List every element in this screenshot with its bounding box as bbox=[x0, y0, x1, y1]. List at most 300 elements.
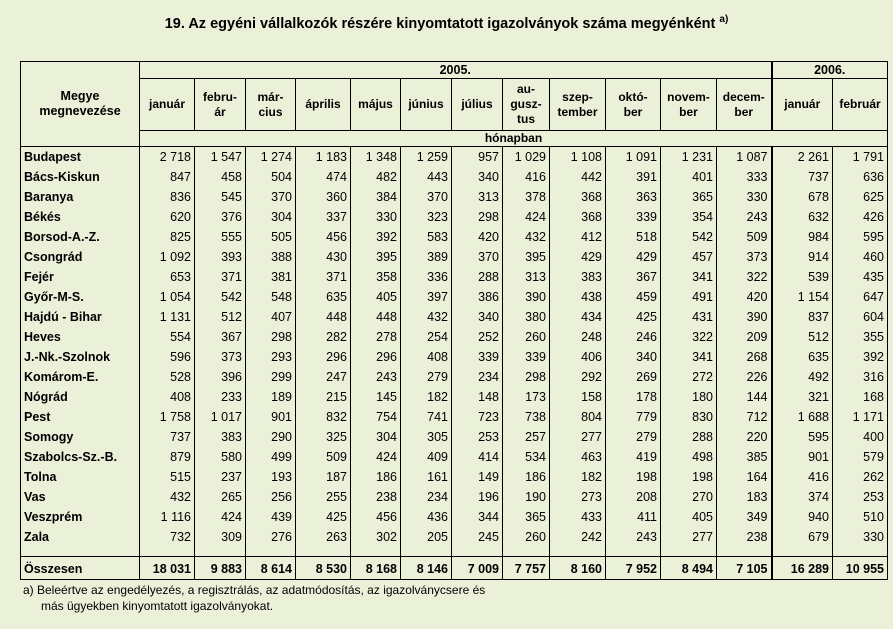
county-name: Komárom-E. bbox=[21, 367, 140, 387]
cell-value: 425 bbox=[296, 507, 351, 527]
cell-value: 186 bbox=[503, 467, 550, 487]
cell-value: 405 bbox=[661, 507, 717, 527]
cell-value: 847 bbox=[140, 167, 195, 187]
cell-value: 957 bbox=[452, 147, 503, 168]
cell-value: 1 091 bbox=[606, 147, 661, 168]
month-label: február bbox=[839, 97, 881, 111]
cell-value: 393 bbox=[195, 247, 246, 267]
cell-value: 407 bbox=[246, 307, 296, 327]
cell-value: 400 bbox=[833, 427, 888, 447]
cell-value: 371 bbox=[195, 267, 246, 287]
cell-value: 243 bbox=[606, 527, 661, 547]
county-name: Borsod-A.-Z. bbox=[21, 227, 140, 247]
county-name: Somogy bbox=[21, 427, 140, 447]
cell-value: 901 bbox=[772, 447, 833, 467]
cell-value: 647 bbox=[833, 287, 888, 307]
cell-value: 373 bbox=[195, 347, 246, 367]
data-table bbox=[20, 61, 888, 580]
cell-value: 595 bbox=[772, 427, 833, 447]
cell-value: 248 bbox=[550, 327, 606, 347]
cell-value: 392 bbox=[833, 347, 888, 367]
cell-value: 390 bbox=[503, 287, 550, 307]
county-header: Megye megnevezése bbox=[21, 62, 140, 147]
cell-value: 383 bbox=[195, 427, 246, 447]
county-name: Baranya bbox=[21, 187, 140, 207]
cell-value: 198 bbox=[606, 467, 661, 487]
cell-value: 512 bbox=[772, 327, 833, 347]
cell-value: 354 bbox=[661, 207, 717, 227]
cell-value: 270 bbox=[661, 487, 717, 507]
cell-value: 443 bbox=[401, 167, 452, 187]
cell-value: 299 bbox=[246, 367, 296, 387]
total-value: 16 289 bbox=[772, 557, 833, 580]
cell-value: 341 bbox=[661, 347, 717, 367]
cell-value: 442 bbox=[550, 167, 606, 187]
cell-value: 901 bbox=[246, 407, 296, 427]
cell-value: 205 bbox=[401, 527, 452, 547]
total-value: 8 614 bbox=[246, 557, 296, 580]
cell-value: 425 bbox=[606, 307, 661, 327]
month-label: szep- tember bbox=[557, 89, 598, 119]
table-row bbox=[21, 427, 888, 447]
county-name: Pest bbox=[21, 407, 140, 427]
unit-header: hónapban bbox=[140, 131, 888, 147]
month-label: július bbox=[461, 97, 493, 111]
cell-value: 325 bbox=[296, 427, 351, 447]
month-label: június bbox=[408, 97, 444, 111]
month-header bbox=[351, 79, 401, 131]
county-name: J.-Nk.-Szolnok bbox=[21, 347, 140, 367]
separator-cell bbox=[717, 547, 772, 557]
cell-value: 296 bbox=[351, 347, 401, 367]
cell-value: 436 bbox=[401, 507, 452, 527]
table-row bbox=[21, 487, 888, 507]
cell-value: 208 bbox=[606, 487, 661, 507]
cell-value: 238 bbox=[351, 487, 401, 507]
cell-value: 298 bbox=[452, 207, 503, 227]
cell-value: 420 bbox=[717, 287, 772, 307]
cell-value: 405 bbox=[351, 287, 401, 307]
cell-value: 432 bbox=[140, 487, 195, 507]
cell-value: 367 bbox=[195, 327, 246, 347]
cell-value: 247 bbox=[296, 367, 351, 387]
cell-value: 273 bbox=[550, 487, 606, 507]
cell-value: 509 bbox=[717, 227, 772, 247]
cell-value: 330 bbox=[351, 207, 401, 227]
month-header bbox=[772, 79, 833, 131]
cell-value: 424 bbox=[195, 507, 246, 527]
cell-value: 255 bbox=[296, 487, 351, 507]
separator-cell bbox=[772, 547, 833, 557]
cell-value: 282 bbox=[296, 327, 351, 347]
cell-value: 293 bbox=[246, 347, 296, 367]
cell-value: 238 bbox=[717, 527, 772, 547]
cell-value: 579 bbox=[833, 447, 888, 467]
cell-value: 498 bbox=[661, 447, 717, 467]
cell-value: 365 bbox=[661, 187, 717, 207]
cell-value: 456 bbox=[351, 507, 401, 527]
county-name: Heves bbox=[21, 327, 140, 347]
cell-value: 548 bbox=[246, 287, 296, 307]
cell-value: 515 bbox=[140, 467, 195, 487]
cell-value: 190 bbox=[503, 487, 550, 507]
separator-row bbox=[21, 547, 888, 557]
cell-value: 409 bbox=[401, 447, 452, 467]
cell-value: 1 154 bbox=[772, 287, 833, 307]
cell-value: 186 bbox=[351, 467, 401, 487]
cell-value: 288 bbox=[452, 267, 503, 287]
cell-value: 984 bbox=[772, 227, 833, 247]
cell-value: 234 bbox=[452, 367, 503, 387]
month-header bbox=[140, 79, 195, 131]
cell-value: 1 231 bbox=[661, 147, 717, 168]
cell-value: 363 bbox=[606, 187, 661, 207]
cell-value: 193 bbox=[246, 467, 296, 487]
cell-value: 432 bbox=[503, 227, 550, 247]
cell-value: 187 bbox=[296, 467, 351, 487]
cell-value: 434 bbox=[550, 307, 606, 327]
cell-value: 367 bbox=[606, 267, 661, 287]
total-value: 18 031 bbox=[140, 557, 195, 580]
cell-value: 555 bbox=[195, 227, 246, 247]
county-name: Vas bbox=[21, 487, 140, 507]
separator-cell bbox=[296, 547, 351, 557]
table-row bbox=[21, 147, 888, 168]
cell-value: 754 bbox=[351, 407, 401, 427]
cell-value: 392 bbox=[351, 227, 401, 247]
cell-value: 419 bbox=[606, 447, 661, 467]
cell-value: 368 bbox=[550, 187, 606, 207]
cell-value: 406 bbox=[550, 347, 606, 367]
cell-value: 539 bbox=[772, 267, 833, 287]
cell-value: 458 bbox=[195, 167, 246, 187]
cell-value: 580 bbox=[195, 447, 246, 467]
cell-value: 243 bbox=[717, 207, 772, 227]
table-row bbox=[21, 287, 888, 307]
cell-value: 1 791 bbox=[833, 147, 888, 168]
cell-value: 426 bbox=[833, 207, 888, 227]
cell-value: 542 bbox=[661, 227, 717, 247]
cell-value: 505 bbox=[246, 227, 296, 247]
cell-value: 368 bbox=[550, 207, 606, 227]
cell-value: 395 bbox=[351, 247, 401, 267]
separator-cell bbox=[195, 547, 246, 557]
table-row bbox=[21, 407, 888, 427]
cell-value: 723 bbox=[452, 407, 503, 427]
cell-value: 391 bbox=[606, 167, 661, 187]
cell-value: 355 bbox=[833, 327, 888, 347]
county-name: Békés bbox=[21, 207, 140, 227]
total-value: 7 952 bbox=[606, 557, 661, 580]
separator-cell bbox=[606, 547, 661, 557]
cell-value: 316 bbox=[833, 367, 888, 387]
cell-value: 365 bbox=[503, 507, 550, 527]
cell-value: 380 bbox=[503, 307, 550, 327]
cell-value: 416 bbox=[503, 167, 550, 187]
county-name: Budapest bbox=[21, 147, 140, 168]
cell-value: 233 bbox=[195, 387, 246, 407]
cell-value: 457 bbox=[661, 247, 717, 267]
cell-value: 604 bbox=[833, 307, 888, 327]
total-value: 9 883 bbox=[195, 557, 246, 580]
cell-value: 914 bbox=[772, 247, 833, 267]
cell-value: 302 bbox=[351, 527, 401, 547]
cell-value: 545 bbox=[195, 187, 246, 207]
cell-value: 253 bbox=[452, 427, 503, 447]
cell-value: 712 bbox=[717, 407, 772, 427]
month-header bbox=[195, 79, 246, 131]
cell-value: 741 bbox=[401, 407, 452, 427]
month-label: május bbox=[358, 97, 393, 111]
cell-value: 625 bbox=[833, 187, 888, 207]
separator-cell bbox=[503, 547, 550, 557]
cell-value: 340 bbox=[606, 347, 661, 367]
cell-value: 1 116 bbox=[140, 507, 195, 527]
cell-value: 456 bbox=[296, 227, 351, 247]
table-row bbox=[21, 327, 888, 347]
cell-value: 492 bbox=[772, 367, 833, 387]
total-value: 8 494 bbox=[661, 557, 717, 580]
month-label: január bbox=[784, 97, 821, 111]
cell-value: 518 bbox=[606, 227, 661, 247]
cell-value: 378 bbox=[503, 187, 550, 207]
cell-value: 1 131 bbox=[140, 307, 195, 327]
cell-value: 292 bbox=[550, 367, 606, 387]
year-2005-header: 2005. bbox=[140, 62, 772, 79]
cell-value: 737 bbox=[772, 167, 833, 187]
total-value: 10 955 bbox=[833, 557, 888, 580]
cell-value: 448 bbox=[296, 307, 351, 327]
cell-value: 296 bbox=[296, 347, 351, 367]
cell-value: 438 bbox=[550, 287, 606, 307]
total-label: Összesen bbox=[21, 557, 140, 580]
cell-value: 1 171 bbox=[833, 407, 888, 427]
cell-value: 384 bbox=[351, 187, 401, 207]
separator-cell bbox=[661, 547, 717, 557]
cell-value: 2 261 bbox=[772, 147, 833, 168]
cell-value: 1 547 bbox=[195, 147, 246, 168]
cell-value: 277 bbox=[661, 527, 717, 547]
cell-value: 340 bbox=[452, 307, 503, 327]
month-label: febru- ár bbox=[203, 89, 237, 119]
cell-value: 1 087 bbox=[717, 147, 772, 168]
title-text: 19. Az egyéni vállalkozók részére kinyomtatott igazolványok száma megyénként bbox=[164, 15, 716, 32]
cell-value: 279 bbox=[606, 427, 661, 447]
cell-value: 309 bbox=[195, 527, 246, 547]
cell-value: 145 bbox=[351, 387, 401, 407]
cell-value: 339 bbox=[503, 347, 550, 367]
table-row bbox=[21, 247, 888, 267]
cell-value: 376 bbox=[195, 207, 246, 227]
cell-value: 288 bbox=[661, 427, 717, 447]
table-title bbox=[0, 14, 893, 32]
cell-value: 337 bbox=[296, 207, 351, 227]
cell-value: 620 bbox=[140, 207, 195, 227]
cell-value: 1 259 bbox=[401, 147, 452, 168]
cell-value: 276 bbox=[246, 527, 296, 547]
county-name: Szabolcs-Sz.-B. bbox=[21, 447, 140, 467]
cell-value: 279 bbox=[401, 367, 452, 387]
county-name: Fejér bbox=[21, 267, 140, 287]
cell-value: 149 bbox=[452, 467, 503, 487]
cell-value: 595 bbox=[833, 227, 888, 247]
cell-value: 168 bbox=[833, 387, 888, 407]
cell-value: 182 bbox=[401, 387, 452, 407]
month-header bbox=[296, 79, 351, 131]
cell-value: 373 bbox=[717, 247, 772, 267]
cell-value: 542 bbox=[195, 287, 246, 307]
cell-value: 388 bbox=[246, 247, 296, 267]
cell-value: 178 bbox=[606, 387, 661, 407]
cell-value: 339 bbox=[452, 347, 503, 367]
cell-value: 322 bbox=[717, 267, 772, 287]
cell-value: 158 bbox=[550, 387, 606, 407]
cell-value: 439 bbox=[246, 507, 296, 527]
cell-value: 416 bbox=[772, 467, 833, 487]
cell-value: 182 bbox=[550, 467, 606, 487]
cell-value: 313 bbox=[503, 267, 550, 287]
cell-value: 148 bbox=[452, 387, 503, 407]
cell-value: 430 bbox=[296, 247, 351, 267]
cell-value: 504 bbox=[246, 167, 296, 187]
cell-value: 554 bbox=[140, 327, 195, 347]
cell-value: 265 bbox=[195, 487, 246, 507]
cell-value: 370 bbox=[246, 187, 296, 207]
cell-value: 779 bbox=[606, 407, 661, 427]
cell-value: 383 bbox=[550, 267, 606, 287]
cell-value: 370 bbox=[401, 187, 452, 207]
cell-value: 245 bbox=[452, 527, 503, 547]
cell-value: 837 bbox=[772, 307, 833, 327]
cell-value: 381 bbox=[246, 267, 296, 287]
cell-value: 386 bbox=[452, 287, 503, 307]
cell-value: 341 bbox=[661, 267, 717, 287]
cell-value: 460 bbox=[833, 247, 888, 267]
month-header-row bbox=[21, 79, 888, 131]
cell-value: 198 bbox=[661, 467, 717, 487]
cell-value: 290 bbox=[246, 427, 296, 447]
month-header bbox=[401, 79, 452, 131]
cell-value: 330 bbox=[833, 527, 888, 547]
cell-value: 737 bbox=[140, 427, 195, 447]
separator-cell bbox=[21, 547, 140, 557]
cell-value: 804 bbox=[550, 407, 606, 427]
table-row bbox=[21, 207, 888, 227]
cell-value: 424 bbox=[503, 207, 550, 227]
cell-value: 583 bbox=[401, 227, 452, 247]
cell-value: 414 bbox=[452, 447, 503, 467]
cell-value: 390 bbox=[717, 307, 772, 327]
month-header bbox=[550, 79, 606, 131]
cell-value: 161 bbox=[401, 467, 452, 487]
cell-value: 491 bbox=[661, 287, 717, 307]
county-name: Veszprém bbox=[21, 507, 140, 527]
table-row bbox=[21, 347, 888, 367]
table-row bbox=[21, 387, 888, 407]
month-header bbox=[606, 79, 661, 131]
cell-value: 429 bbox=[550, 247, 606, 267]
cell-value: 268 bbox=[717, 347, 772, 367]
cell-value: 226 bbox=[717, 367, 772, 387]
cell-value: 2 718 bbox=[140, 147, 195, 168]
total-value: 7 009 bbox=[452, 557, 503, 580]
footnote-line-2: más ügyekben kinyomtatott igazolványokat. bbox=[41, 599, 274, 613]
total-value: 8 168 bbox=[351, 557, 401, 580]
footnote-line-1: a) Beleértve az engedélyezés, a regisztrálás, az adatmódosítás, az igazolványcsere és bbox=[23, 583, 486, 597]
cell-value: 330 bbox=[717, 187, 772, 207]
cell-value: 254 bbox=[401, 327, 452, 347]
cell-value: 349 bbox=[717, 507, 772, 527]
month-header bbox=[661, 79, 717, 131]
cell-value: 321 bbox=[772, 387, 833, 407]
cell-value: 234 bbox=[401, 487, 452, 507]
cell-value: 246 bbox=[606, 327, 661, 347]
separator-cell bbox=[351, 547, 401, 557]
cell-value: 420 bbox=[452, 227, 503, 247]
cell-value: 635 bbox=[772, 347, 833, 367]
cell-value: 408 bbox=[140, 387, 195, 407]
footnote bbox=[23, 582, 485, 614]
cell-value: 396 bbox=[195, 367, 246, 387]
cell-value: 474 bbox=[296, 167, 351, 187]
cell-value: 836 bbox=[140, 187, 195, 207]
cell-value: 144 bbox=[717, 387, 772, 407]
table-body bbox=[21, 147, 888, 548]
cell-value: 459 bbox=[606, 287, 661, 307]
county-name: Zala bbox=[21, 527, 140, 547]
cell-value: 313 bbox=[452, 187, 503, 207]
cell-value: 463 bbox=[550, 447, 606, 467]
cell-value: 1 348 bbox=[351, 147, 401, 168]
cell-value: 298 bbox=[246, 327, 296, 347]
table-row bbox=[21, 527, 888, 547]
separator-cell bbox=[401, 547, 452, 557]
cell-value: 432 bbox=[401, 307, 452, 327]
county-name: Hajdú - Bihar bbox=[21, 307, 140, 327]
table-row bbox=[21, 187, 888, 207]
cell-value: 825 bbox=[140, 227, 195, 247]
cell-value: 340 bbox=[452, 167, 503, 187]
cell-value: 253 bbox=[833, 487, 888, 507]
cell-value: 298 bbox=[503, 367, 550, 387]
cell-value: 412 bbox=[550, 227, 606, 247]
separator-cell bbox=[246, 547, 296, 557]
cell-value: 215 bbox=[296, 387, 351, 407]
cell-value: 237 bbox=[195, 467, 246, 487]
cell-value: 632 bbox=[772, 207, 833, 227]
county-name: Nógrád bbox=[21, 387, 140, 407]
cell-value: 333 bbox=[717, 167, 772, 187]
cell-value: 832 bbox=[296, 407, 351, 427]
cell-value: 374 bbox=[772, 487, 833, 507]
cell-value: 1 092 bbox=[140, 247, 195, 267]
cell-value: 738 bbox=[503, 407, 550, 427]
cell-value: 940 bbox=[772, 507, 833, 527]
total-value: 7 105 bbox=[717, 557, 772, 580]
cell-value: 431 bbox=[661, 307, 717, 327]
table-row bbox=[21, 467, 888, 487]
county-name: Bács-Kiskun bbox=[21, 167, 140, 187]
cell-value: 408 bbox=[401, 347, 452, 367]
total-value: 8 530 bbox=[296, 557, 351, 580]
total-value: 8 160 bbox=[550, 557, 606, 580]
cell-value: 429 bbox=[606, 247, 661, 267]
cell-value: 189 bbox=[246, 387, 296, 407]
cell-value: 269 bbox=[606, 367, 661, 387]
table-row bbox=[21, 167, 888, 187]
cell-value: 653 bbox=[140, 267, 195, 287]
month-label: decem- ber bbox=[722, 89, 765, 119]
